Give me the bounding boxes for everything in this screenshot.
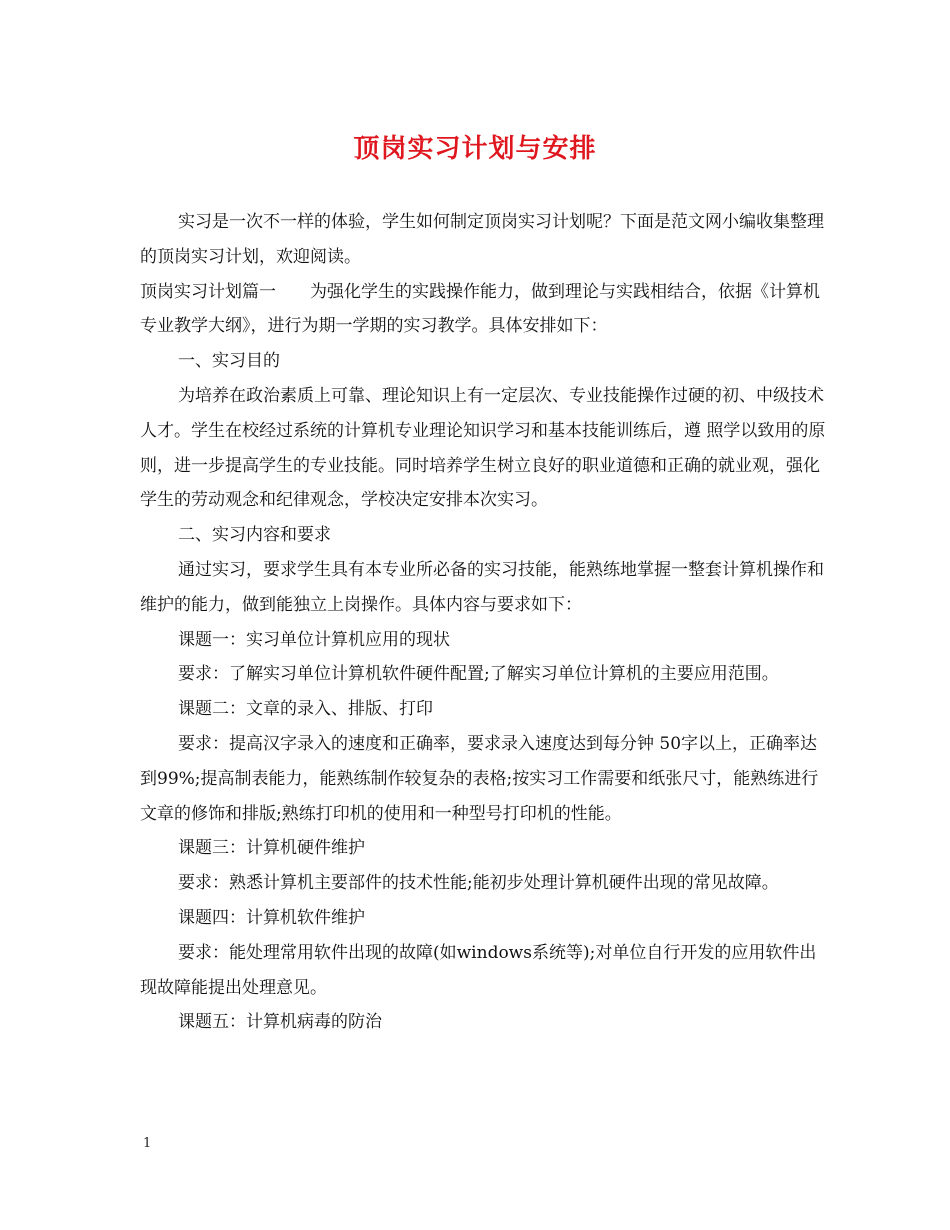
paragraph: 二、实习内容和要求 xyxy=(178,525,331,546)
document-body xyxy=(140,205,830,1040)
paragraph: 实习是一次不一样的体验，学生如何制定顶岗实习计划呢？下面是范文网小编收集整理的顶岗实习计划，欢迎阅读。 xyxy=(140,212,824,267)
paragraph: 一、实习目的 xyxy=(178,351,280,372)
paragraph: 课题一：实习单位计算机应用的现状 xyxy=(178,629,450,650)
paragraph: 课题三：计算机硬件维护 xyxy=(178,838,365,859)
page-number: 1 xyxy=(143,1136,152,1151)
paragraph: 课题五：计算机病毒的防治 xyxy=(178,1012,382,1033)
paragraph: 为培养在政治素质上可靠、理论知识上有一定层次、专业技能操作过硬的初、中级技术人才。学生在校经过系统的计算机专业理论知识学习和基本技能训练后，遵 照学以致用的原则，进一步提高学生的专业技能。同时培养学生树立良好的职业道德和正确的就业观，强化学生的劳动观念和纪律观念，学校决定安排本次实习。 xyxy=(140,385,826,511)
paragraph: 要求：能处理常用软件出现的故障(如windows系统等);对单位自行开发的应用软件出现故障能提出处理意见。 xyxy=(140,942,817,998)
paragraph: 顶岗实习计划篇一 为强化学生的实践操作能力，做到理论与实践相结合，依据《计算机专业教学大纲》，进行为期一学期的实习教学。具体安排如下： xyxy=(140,281,820,337)
paragraph: 要求：提高汉字录入的速度和正确率，要求录入速度达到每分钟 50字以上，正确率达到99%;提高制表能力，能熟练制作较复杂的表格;按实习工作需要和纸张尺寸，能熟练进行文章的修饰和排版;熟练打印机的使用和一种型号打印机的性能。 xyxy=(140,733,819,824)
paragraph: 课题二：文章的录入、排版、打印 xyxy=(178,699,433,720)
paragraph: 要求：了解实习单位计算机软件硬件配置;了解实习单位计算机的主要应用范围。 xyxy=(178,664,779,685)
paragraph: 通过实习，要求学生具有本专业所必备的实习技能，能熟练地掌握一整套计算机操作和维护的能力，做到能独立上岗操作。具体内容与要求如下： xyxy=(140,559,824,615)
document-title: 顶岗实习计划与安排 xyxy=(353,134,597,164)
paragraph: 要求：熟悉计算机主要部件的技术性能;能初步处理计算机硬件出现的常见故障。 xyxy=(178,873,779,894)
paragraph: 课题四：计算机软件维护 xyxy=(178,907,365,928)
